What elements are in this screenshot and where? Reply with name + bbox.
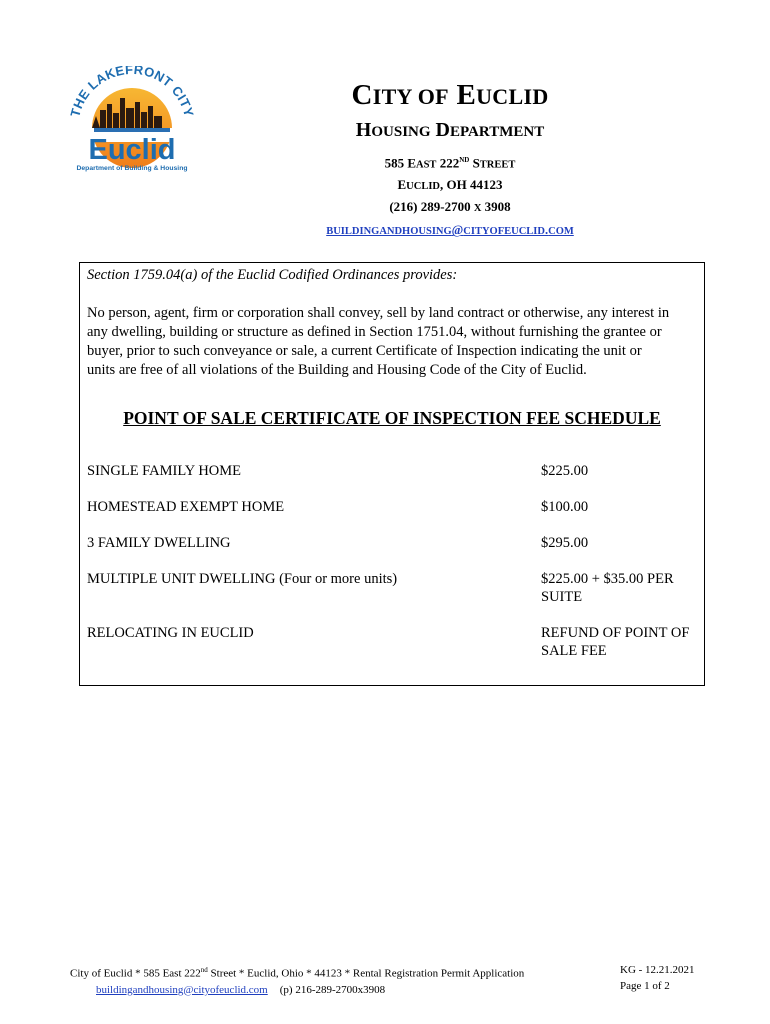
city-name: CITY OF EUCLID: [351, 79, 549, 111]
footer-contact-line: [70, 982, 560, 998]
fee-amount: REFUND OF POINT OF SALE FEE: [541, 625, 690, 659]
logo-subtitle: Department of Building & Housing: [76, 165, 188, 172]
fee-schedule-title: POINT OF SALE CERTIFICATE OF INSPECTION FEE SCHEDULE: [123, 408, 661, 428]
fee-label: SINGLE FAMILY HOME: [87, 463, 242, 479]
fee-amount: $295.00: [541, 535, 589, 551]
ordinance-text: [87, 304, 699, 380]
phone-number: (216) 289-2700 X 3908: [389, 199, 511, 215]
fee-amount: $100.00: [541, 499, 589, 515]
department-name: HOUSING DEPARTMENT: [355, 119, 545, 141]
ordinance-line: No person, agent, firm or corporation shall convey, sell by land contract or otherwise, any interest in: [87, 305, 670, 321]
footer-contact: [70, 962, 560, 998]
footer-email-link[interactable]: buildingandhousing@cityofeuclid.com: [96, 983, 268, 996]
fee-amount: $225.00: [541, 463, 589, 479]
footer-phone: (p) 216-289-2700x3908: [279, 983, 386, 996]
fee-label: HOMESTEAD EXEMPT HOME: [87, 499, 285, 515]
ordinance-citation: Section 1759.04(a) of the Euclid Codified Ordinances provides:: [87, 267, 458, 283]
footer-address-line: City of Euclid * 585 East 222nd Street * Euclid, Ohio * 44123 * Rental Registration Permit Application: [70, 966, 525, 980]
letterhead: [300, 78, 600, 240]
department-email-link[interactable]: BUILDINGANDHOUSING@CITYOFEUCLID.COM: [326, 223, 574, 238]
ordinance-line: buyer, prior to such conveyance or sale, a current Certificate of Inspection indicating the unit or: [87, 343, 642, 359]
fee-label: MULTIPLE UNIT DWELLING (Four or more units): [87, 571, 398, 587]
logo-arc-text: THE LAKEFRONT CIT: [67, 66, 194, 119]
city-state-zip: EUCLID, OH 44123: [397, 177, 503, 193]
ordinance-line: units are free of all violations of the Building and Housing Code of the City of Euclid.: [87, 362, 587, 378]
euclid-logo: [66, 66, 194, 176]
fee-label: 3 FAMILY DWELLING: [87, 535, 231, 551]
footer-meta: [620, 962, 720, 994]
street-address: 585 EAST 222ND STREET: [384, 155, 516, 171]
page-number: Page 1 of 2: [620, 980, 670, 992]
lakefront-city-emblem: [66, 66, 194, 176]
ordinance-line: any dwelling, building or structure as defined in Section 1751.04, without furnishing the grantee or: [87, 324, 662, 340]
logo-name: Euclid: [88, 134, 176, 166]
document-version: KG - 12.21.2021: [620, 964, 695, 976]
fee-amount: $225.00 + $35.00 PER SUITE: [541, 571, 674, 605]
fee-label: RELOCATING IN EUCLID: [87, 625, 254, 641]
